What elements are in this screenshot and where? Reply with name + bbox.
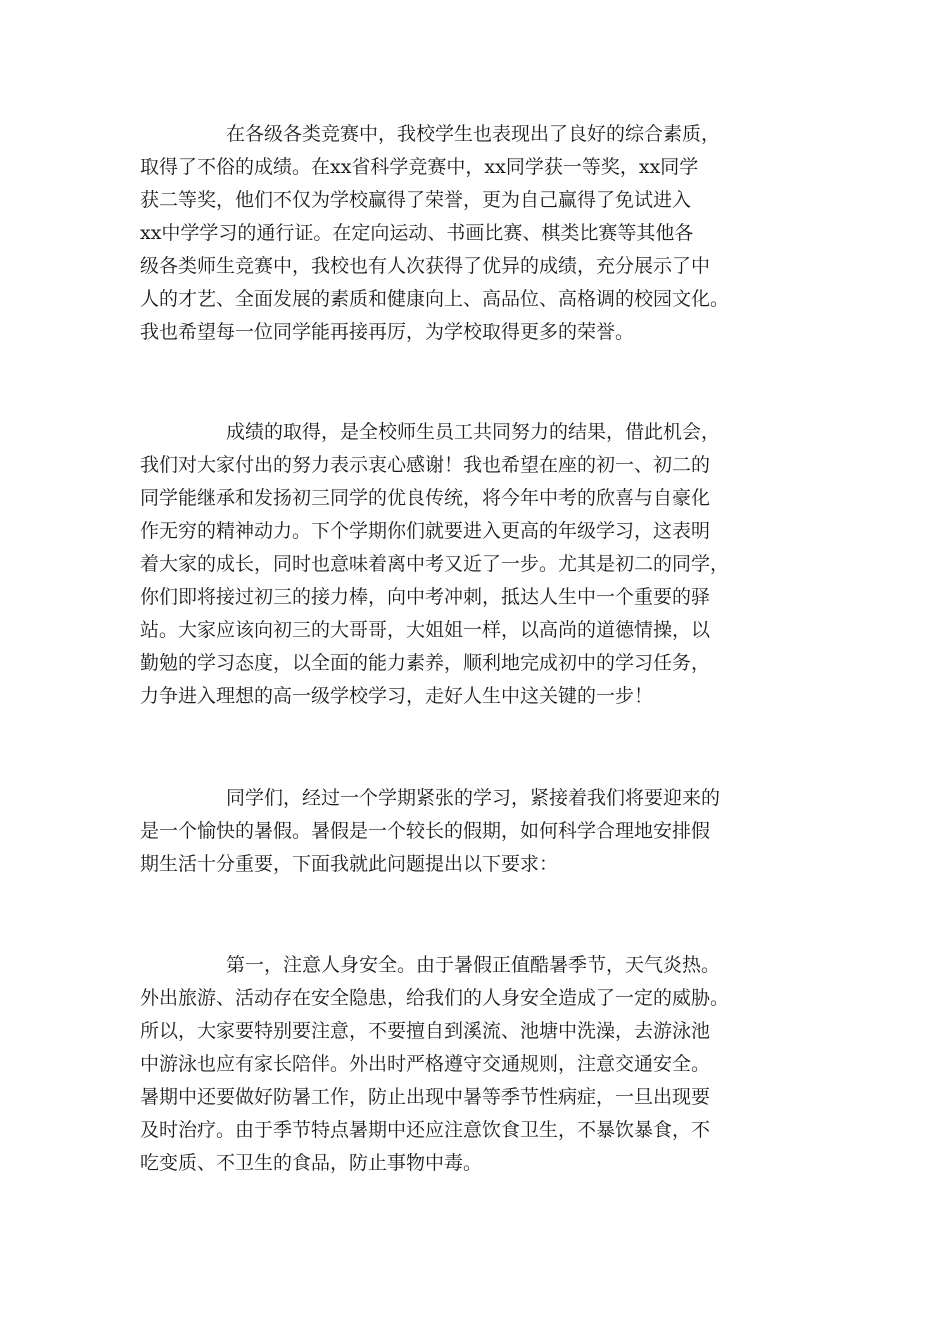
text-line: 在各级各类竞赛中，我校学生也表现出了良好的综合素质， xyxy=(226,123,721,145)
text-line: 勤勉的学习态度，以全面的能力素养，顺利地完成初中的学习任务， xyxy=(140,652,711,674)
paragraph-thanks-and-hopes xyxy=(140,416,830,713)
text-line: 同学们，经过一个学期紧张的学习，紧接着我们将要迎来的 xyxy=(226,787,721,809)
paragraph-personal-safety xyxy=(140,949,830,1180)
text-line: 级各类师生竞赛中，我校也有人次获得了优异的成绩，充分展示了中 xyxy=(140,255,711,277)
text-line: 人的才艺、全面发展的素质和健康向上、高品位、高格调的校园文化。 xyxy=(140,288,730,310)
text-line: 站。大家应该向初三的大哥哥，大姐姐一样，以高尚的道德情操，以 xyxy=(140,619,711,641)
text-line: 取得了不俗的成绩。在xx省科学竞赛中，xx同学获一等奖，xx同学 xyxy=(140,156,699,178)
text-line: 同学能继承和发扬初三同学的优良传统，将今年中考的欣喜与自豪化 xyxy=(140,487,711,509)
text-line: 获二等奖，他们不仅为学校赢得了荣誉，更为自己赢得了免试进入 xyxy=(140,189,692,211)
text-line: 成绩的取得，是全校师生员工共同努力的结果，借此机会， xyxy=(226,421,721,443)
text-line: 吃变质、不卫生的食品，防止事物中毒。 xyxy=(140,1152,483,1174)
text-line: 第一，注意人身安全。由于暑假正值酷暑季节，天气炎热。 xyxy=(226,954,721,976)
text-line: 力争进入理想的高一级学校学习，走好人生中这关键的一步！ xyxy=(140,685,654,707)
text-line: 及时治疗。由于季节特点暑期中还应注意饮食卫生，不暴饮暴食，不 xyxy=(140,1119,711,1141)
text-line: 是一个愉快的暑假。暑假是一个较长的假期，如何科学合理地安排假 xyxy=(140,820,711,842)
text-line: 作无穷的精神动力。下个学期你们就要进入更高的年级学习，这表明 xyxy=(140,520,711,542)
text-line: 你们即将接过初三的接力棒，向中考冲刺，抵达人生中一个重要的驿 xyxy=(140,586,711,608)
text-line: 中游泳也应有家长陪伴。外出时严格遵守交通规则，注意交通安全。 xyxy=(140,1053,711,1075)
text-line: 所以，大家要特别要注意，不要擅自到溪流、池塘中洗澡，去游泳池 xyxy=(140,1020,711,1042)
text-line: 我也希望每一位同学能再接再厉，为学校取得更多的荣誉。 xyxy=(140,321,635,343)
text-line: 期生活十分重要，下面我就此问题提出以下要求： xyxy=(140,853,559,875)
text-line: xx中学学习的通行证。在定向运动、书画比赛、棋类比赛等其他各 xyxy=(140,222,694,244)
paragraph-summer-vacation-intro xyxy=(140,782,830,881)
text-line: 着大家的成长，同时也意味着离中考又近了一步。尤其是初二的同学， xyxy=(140,553,730,575)
text-line: 暑期中还要做好防暑工作，防止出现中暑等季节性病症，一旦出现要 xyxy=(140,1086,711,1108)
paragraph-competition-results xyxy=(140,118,830,349)
text-line: 外出旅游、活动存在安全隐患，给我们的人身安全造成了一定的威胁。 xyxy=(140,987,730,1009)
text-line: 我们对大家付出的努力表示衷心感谢！我也希望在座的初一、初二的 xyxy=(140,454,711,476)
